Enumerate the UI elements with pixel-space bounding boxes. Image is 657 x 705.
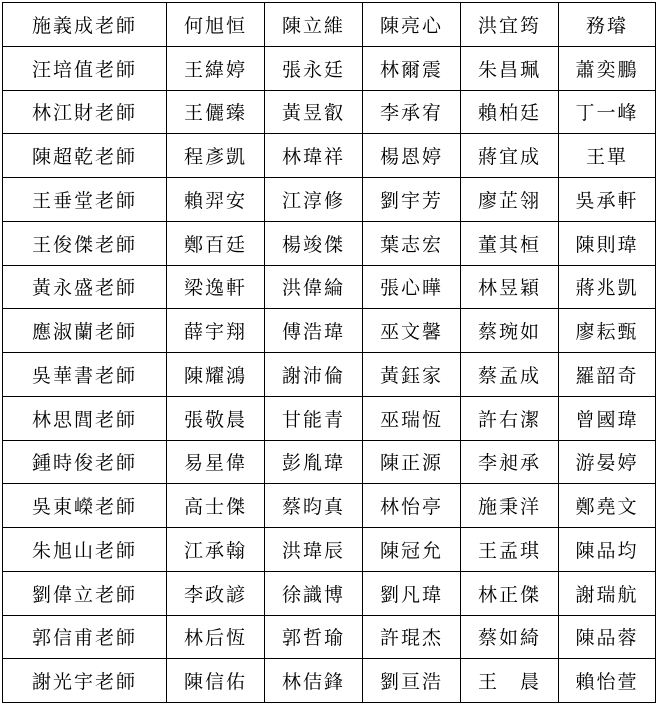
student-name-cell: 李昶承 [461, 440, 559, 484]
student-name-cell: 劉亘浩 [363, 659, 461, 703]
student-name-cell: 王儷臻 [167, 90, 265, 134]
student-name-cell: 王 晨 [461, 659, 559, 703]
student-name-cell: 吳承軒 [559, 178, 656, 222]
student-name-cell: 林后恆 [167, 615, 265, 659]
advisor-name-cell: 謝光宇老師 [3, 659, 167, 703]
advisor-name-cell: 黃永盛老師 [3, 265, 167, 309]
student-name-cell: 務璿 [559, 3, 656, 47]
student-name-cell: 劉凡瑋 [363, 571, 461, 615]
student-name-cell: 楊恩婷 [363, 134, 461, 178]
table-row [3, 221, 656, 265]
student-name-cell: 賴羿安 [167, 178, 265, 222]
student-name-cell: 江承翰 [167, 528, 265, 572]
student-name-cell: 朱昌珮 [461, 46, 559, 90]
student-name-cell: 賴柏廷 [461, 90, 559, 134]
student-name-cell: 薛宇翔 [167, 309, 265, 353]
student-name-cell: 謝沛倫 [265, 353, 363, 397]
student-name-cell: 陳立維 [265, 3, 363, 47]
advisor-name-cell: 王俊傑老師 [3, 221, 167, 265]
table-row [3, 615, 656, 659]
student-name-cell: 林佶鋒 [265, 659, 363, 703]
student-name-cell: 許右潔 [461, 396, 559, 440]
student-name-cell: 蔣兆凱 [559, 265, 656, 309]
table-row [3, 353, 656, 397]
student-name-cell: 蔡昀真 [265, 484, 363, 528]
table-row [3, 484, 656, 528]
advisor-name-cell: 吳華書老師 [3, 353, 167, 397]
student-name-cell: 廖芷翎 [461, 178, 559, 222]
student-name-cell: 張敬晨 [167, 396, 265, 440]
student-name-cell: 董其桓 [461, 221, 559, 265]
student-name-cell: 羅韶奇 [559, 353, 656, 397]
student-name-cell: 梁逸軒 [167, 265, 265, 309]
student-name-cell: 蕭奕鵬 [559, 46, 656, 90]
student-name-cell: 張永廷 [265, 46, 363, 90]
student-name-cell: 陳品均 [559, 528, 656, 572]
advisor-name-cell: 郭信甫老師 [3, 615, 167, 659]
student-name-cell: 鄭堯文 [559, 484, 656, 528]
advisor-name-cell: 吳東嶸老師 [3, 484, 167, 528]
advisor-name-cell: 陳超乾老師 [3, 134, 167, 178]
student-name-cell: 游晏婷 [559, 440, 656, 484]
advisor-name-cell: 林江財老師 [3, 90, 167, 134]
advisor-name-cell: 王垂堂老師 [3, 178, 167, 222]
student-name-cell: 何旭恒 [167, 3, 265, 47]
student-name-cell: 陳正源 [363, 440, 461, 484]
student-name-cell: 傅浩瑋 [265, 309, 363, 353]
table-row [3, 659, 656, 703]
table-row [3, 134, 656, 178]
student-name-cell: 程彥凱 [167, 134, 265, 178]
student-name-cell: 張心曄 [363, 265, 461, 309]
student-name-cell: 李承宥 [363, 90, 461, 134]
student-name-cell: 陳冠允 [363, 528, 461, 572]
student-name-cell: 劉宇芳 [363, 178, 461, 222]
advisor-name-cell: 應淑蘭老師 [3, 309, 167, 353]
student-name-cell: 高士傑 [167, 484, 265, 528]
student-name-cell: 林瑋祥 [265, 134, 363, 178]
student-name-cell: 蔡如綺 [461, 615, 559, 659]
table-row [3, 90, 656, 134]
student-name-cell: 易星偉 [167, 440, 265, 484]
student-name-cell: 甘能青 [265, 396, 363, 440]
student-name-cell: 林正傑 [461, 571, 559, 615]
table-body [3, 3, 656, 703]
student-name-cell: 郭哲瑜 [265, 615, 363, 659]
table-row [3, 528, 656, 572]
student-name-cell: 巫瑞恆 [363, 396, 461, 440]
advisor-name-cell: 施義成老師 [3, 3, 167, 47]
table-row [3, 396, 656, 440]
student-name-cell: 徐識博 [265, 571, 363, 615]
advisor-name-cell: 林思閭老師 [3, 396, 167, 440]
student-name-cell: 林怡亭 [363, 484, 461, 528]
student-name-cell: 彭胤瑋 [265, 440, 363, 484]
table-row [3, 3, 656, 47]
student-name-cell: 洪宜筠 [461, 3, 559, 47]
student-name-cell: 林爾震 [363, 46, 461, 90]
advisor-student-table [2, 2, 656, 703]
student-name-cell: 楊竣傑 [265, 221, 363, 265]
student-name-cell: 施秉洋 [461, 484, 559, 528]
student-name-cell: 丁一峰 [559, 90, 656, 134]
student-name-cell: 巫文馨 [363, 309, 461, 353]
student-name-cell: 王孟琪 [461, 528, 559, 572]
student-name-cell: 江淳修 [265, 178, 363, 222]
student-name-cell: 黃昱叡 [265, 90, 363, 134]
student-name-cell: 賴怡萱 [559, 659, 656, 703]
student-name-cell: 洪偉綸 [265, 265, 363, 309]
student-name-cell: 陳亮心 [363, 3, 461, 47]
student-name-cell: 許琨杰 [363, 615, 461, 659]
student-name-cell: 黃鈺家 [363, 353, 461, 397]
table-row [3, 571, 656, 615]
roster-sheet [2, 2, 655, 703]
student-name-cell: 陳則瑋 [559, 221, 656, 265]
student-name-cell: 蔡孟成 [461, 353, 559, 397]
student-name-cell: 陳耀鴻 [167, 353, 265, 397]
student-name-cell: 陳品蓉 [559, 615, 656, 659]
student-name-cell: 蔡琬如 [461, 309, 559, 353]
advisor-name-cell: 鍾時俊老師 [3, 440, 167, 484]
table-row [3, 46, 656, 90]
student-name-cell: 王緯婷 [167, 46, 265, 90]
table-row [3, 440, 656, 484]
student-name-cell: 李政諺 [167, 571, 265, 615]
table-row [3, 178, 656, 222]
student-name-cell: 王單 [559, 134, 656, 178]
advisor-name-cell: 朱旭山老師 [3, 528, 167, 572]
table-row [3, 309, 656, 353]
student-name-cell: 葉志宏 [363, 221, 461, 265]
student-name-cell: 曾國瑋 [559, 396, 656, 440]
student-name-cell: 陳信佑 [167, 659, 265, 703]
student-name-cell: 鄭百廷 [167, 221, 265, 265]
student-name-cell: 洪瑋辰 [265, 528, 363, 572]
student-name-cell: 林昱穎 [461, 265, 559, 309]
advisor-name-cell: 汪培值老師 [3, 46, 167, 90]
student-name-cell: 蔣宜成 [461, 134, 559, 178]
table-row [3, 265, 656, 309]
student-name-cell: 廖耘甄 [559, 309, 656, 353]
student-name-cell: 謝瑞航 [559, 571, 656, 615]
advisor-name-cell: 劉偉立老師 [3, 571, 167, 615]
